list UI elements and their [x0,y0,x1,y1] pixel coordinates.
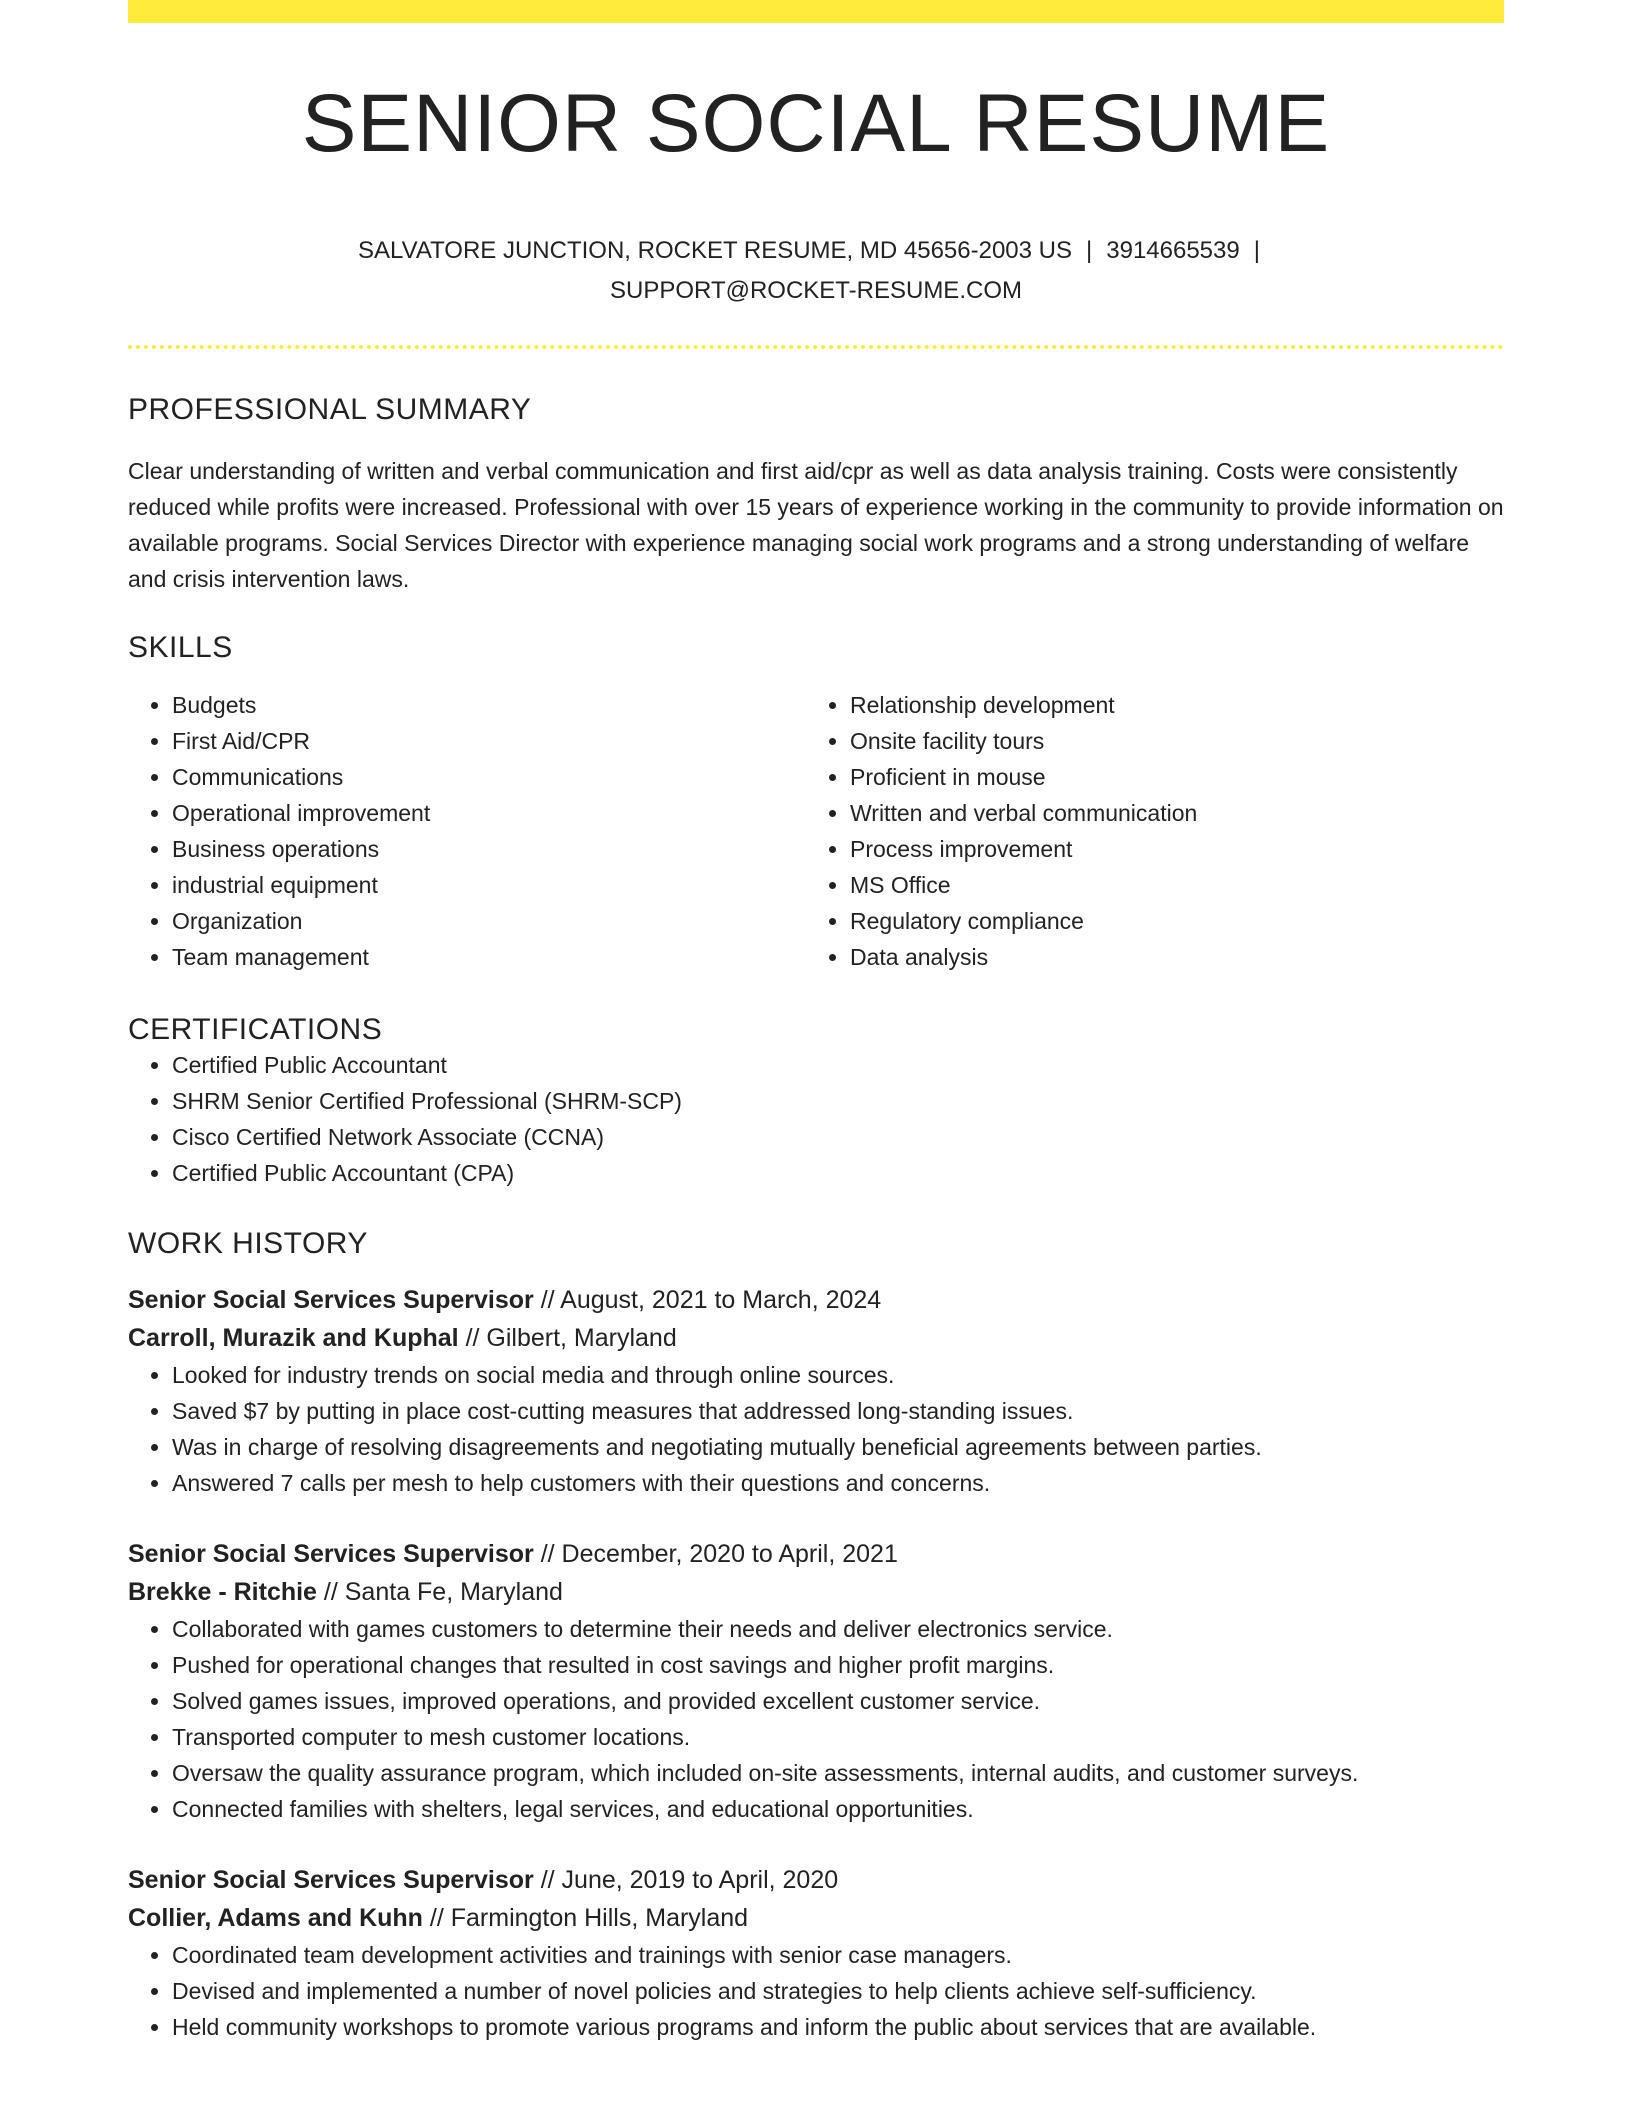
email-text: SUPPORT@ROCKET-RESUME.COM [610,277,1022,304]
job-title: Senior Social Services Supervisor [128,1286,534,1314]
skill-item: • First Aid/CPR [172,723,806,759]
job-title-line [128,1535,1504,1573]
job-location: // Gilbert, Maryland [465,1324,677,1352]
skill-item: • Business operations [172,831,806,867]
job-bullet: • Oversaw the quality assurance program, which included on-site assessments, internal audits, and customer surveys. [172,1755,1504,1791]
skill-item: • Written and verbal communication [850,795,1484,831]
job-bullet: • Held community workshops to promote various programs and inform the public about services that are available. [172,2009,1504,2045]
job-bullet: • Was in charge of resolving disagreements and negotiating mutually beneficial agreements between parties. [172,1429,1504,1465]
skill-item: • Relationship development [850,687,1484,723]
job-company: Collier, Adams and Kuhn [128,1904,423,1932]
job-dates: // June, 2019 to April, 2020 [540,1866,839,1894]
skill-item: • Process improvement [850,831,1484,867]
resume-title: SENIOR SOCIAL RESUME [301,78,1331,169]
job-company-line [128,1573,1504,1611]
certification-item: • Certified Public Accountant [172,1047,1504,1083]
certification-item: • Certified Public Accountant (CPA) [172,1155,1504,1191]
job-bullet: • Devised and implemented a number of novel policies and strategies to help clients achieve self-sufficiency. [172,1973,1504,2009]
skill-item: • Communications [172,759,806,795]
job-bullet: • Collaborated with games customers to determine their needs and deliver electronics service. [172,1611,1504,1647]
job-title-line [128,1861,1504,1899]
skill-item: • Team management [172,939,806,975]
contact-info [128,231,1504,311]
skills-column-right [806,687,1484,975]
job-entry [128,1861,1504,2045]
job-entry [128,1281,1504,1501]
job-dates: // December, 2020 to April, 2021 [540,1540,898,1568]
skill-item: • Budgets [172,687,806,723]
job-bullet: • Solved games issues, improved operations, and provided excellent customer service. [172,1683,1504,1719]
job-bullet: • Looked for industry trends on social media and through online sources. [172,1357,1504,1393]
skill-item: • Proficient in mouse [850,759,1484,795]
certifications-heading: CERTIFICATIONS [128,1013,383,1046]
skill-item: • MS Office [850,867,1484,903]
job-bullet: • Saved $7 by putting in place cost-cutting measures that addressed long-standing issues. [172,1393,1504,1429]
skill-item: • Regulatory compliance [850,903,1484,939]
job-bullet: • Pushed for operational changes that resulted in cost savings and higher profit margins. [172,1647,1504,1683]
job-company-line [128,1319,1504,1357]
job-bullet: • Coordinated team development activities and trainings with senior case managers. [172,1937,1504,1973]
job-location: // Santa Fe, Maryland [323,1578,563,1606]
job-bullets [128,1611,1504,1827]
job-bullets [128,1937,1504,2045]
job-bullet: • Transported computer to mesh customer locations. [172,1719,1504,1755]
contact-separator: | [1086,237,1093,264]
job-company: Carroll, Murazik and Kuphal [128,1324,459,1352]
skill-item: • Operational improvement [172,795,806,831]
summary-paragraph: Clear understanding of written and verbal communication and first aid/cpr as well as data analysis training. Costs were consistently reduced while profits were increased. Professional with over 15 years of experience working in the community to provide information on available programs. Social Services Director with experience managing social work programs and a strong understanding of welfare and crisis intervention laws. [128,458,1504,592]
work-history-heading: WORK HISTORY [128,1227,368,1260]
skill-item: • industrial equipment [172,867,806,903]
job-company: Brekke - Ritchie [128,1578,317,1606]
job-title: Senior Social Services Supervisor [128,1540,534,1568]
certification-item: • SHRM Senior Certified Professional (SHRM-SCP) [172,1083,1504,1119]
skills-grid [128,687,1504,975]
skills-column-left [128,687,806,975]
job-bullets [128,1357,1504,1501]
phone-text: 3914665539 [1106,237,1240,264]
certification-item: • Cisco Certified Network Associate (CCNA) [172,1119,1504,1155]
job-location: // Farmington Hills, Maryland [429,1904,749,1932]
job-title-line [128,1281,1504,1319]
skill-item: • Organization [172,903,806,939]
skill-item: • Data analysis [850,939,1484,975]
skills-heading: SKILLS [128,631,233,664]
accent-bar [128,0,1504,23]
certifications-list [128,1047,1504,1191]
dotted-divider [128,345,1504,349]
resume-page [128,0,1504,2045]
summary-heading: PROFESSIONAL SUMMARY [128,393,532,426]
job-dates: // August, 2021 to March, 2024 [540,1286,882,1314]
contact-separator: | [1253,237,1260,264]
job-entry [128,1535,1504,1827]
job-company-line [128,1899,1504,1937]
skill-item: • Onsite facility tours [850,723,1484,759]
job-bullet: • Answered 7 calls per mesh to help customers with their questions and concerns. [172,1465,1504,1501]
address-text: SALVATORE JUNCTION, ROCKET RESUME, MD 45656-2003 US [358,237,1073,264]
job-bullet: • Connected families with shelters, legal services, and educational opportunities. [172,1791,1504,1827]
job-title: Senior Social Services Supervisor [128,1866,534,1894]
